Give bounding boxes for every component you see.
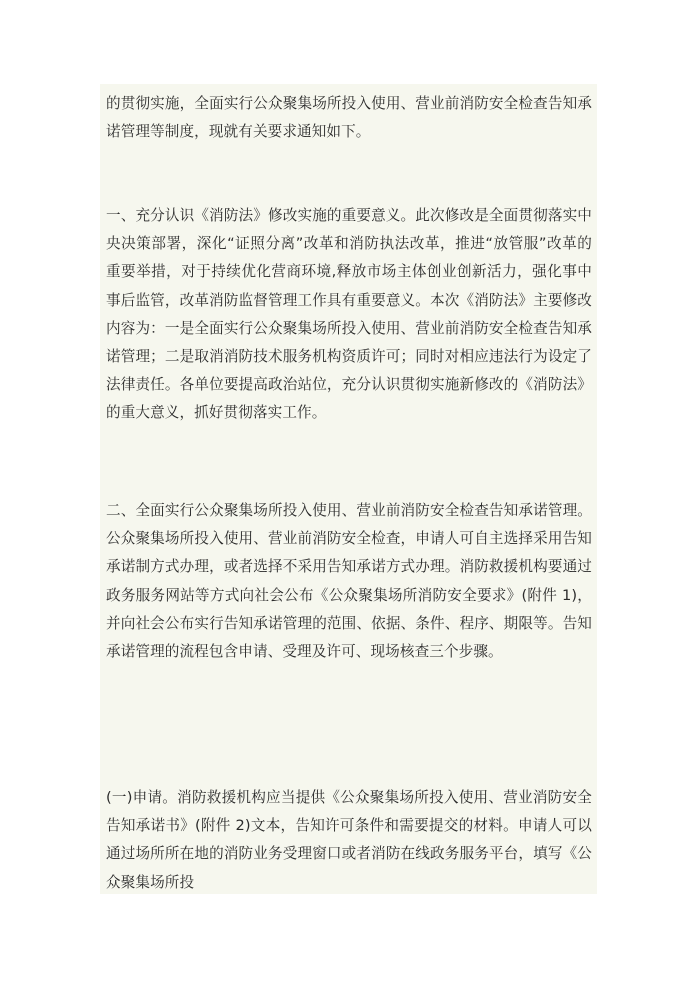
paragraph-section-two: 二、全面实行公众聚集场所投入使用、营业前消防安全检查告知承诺管理。公众聚集场所投入使用、营业前消防安全检查，申请人可自主选择采用告知承诺制方式办理，或者选择不采用告知承诺方式办理。消防救援机构要通过政务服务网站等方式向社会公布《公众聚集场所消防安全要求》(附件 1)，并向社会公布实行告知承诺管理的范围、依据、条件、程序、期限等。告知承诺管理的流程包含申请、受理及许可、现场核查三个步骤。 bbox=[106, 502, 592, 661]
paragraph-application: (一)申请。消防救援机构应当提供《公众聚集场所投入使用、营业消防安全告知承诺书》(附件 2)文本，告知许可条件和需要提交的材料。申请人可以通过场所所在地的消防业务受理窗口或者消防在线政务服务平台，填写《公众聚集场所投 bbox=[106, 789, 592, 891]
document-body bbox=[100, 84, 597, 894]
paragraph-intro: 的贯彻实施，全面实行公众聚集场所投入使用、营业前消防安全检查告知承诺管理等制度，现就有关要求通知如下。 bbox=[106, 95, 592, 141]
paragraph-section-one: 一、充分认识《消防法》修改实施的重要意义。此次修改是全面贯彻落实中央决策部署，深化“证照分离”改革和消防执法改革，推进“放管服”改革的重要举措，对于持续优化营商环境,释放市场主体创业创新活力，强化事中事后监管，改革消防监督管理工作具有重要意义。本次《消防法》主要修改内容为：一是全面实行公众聚集场所投入使用、营业前消防安全检查告知承诺管理；二是取消消防技术服务机构资质许可；同时对相应违法行为设定了法律责任。各单位要提高政治站位，充分认识贯彻实施新修改的《消防法》的重大意义，抓好贯彻落实工作。 bbox=[106, 207, 592, 422]
